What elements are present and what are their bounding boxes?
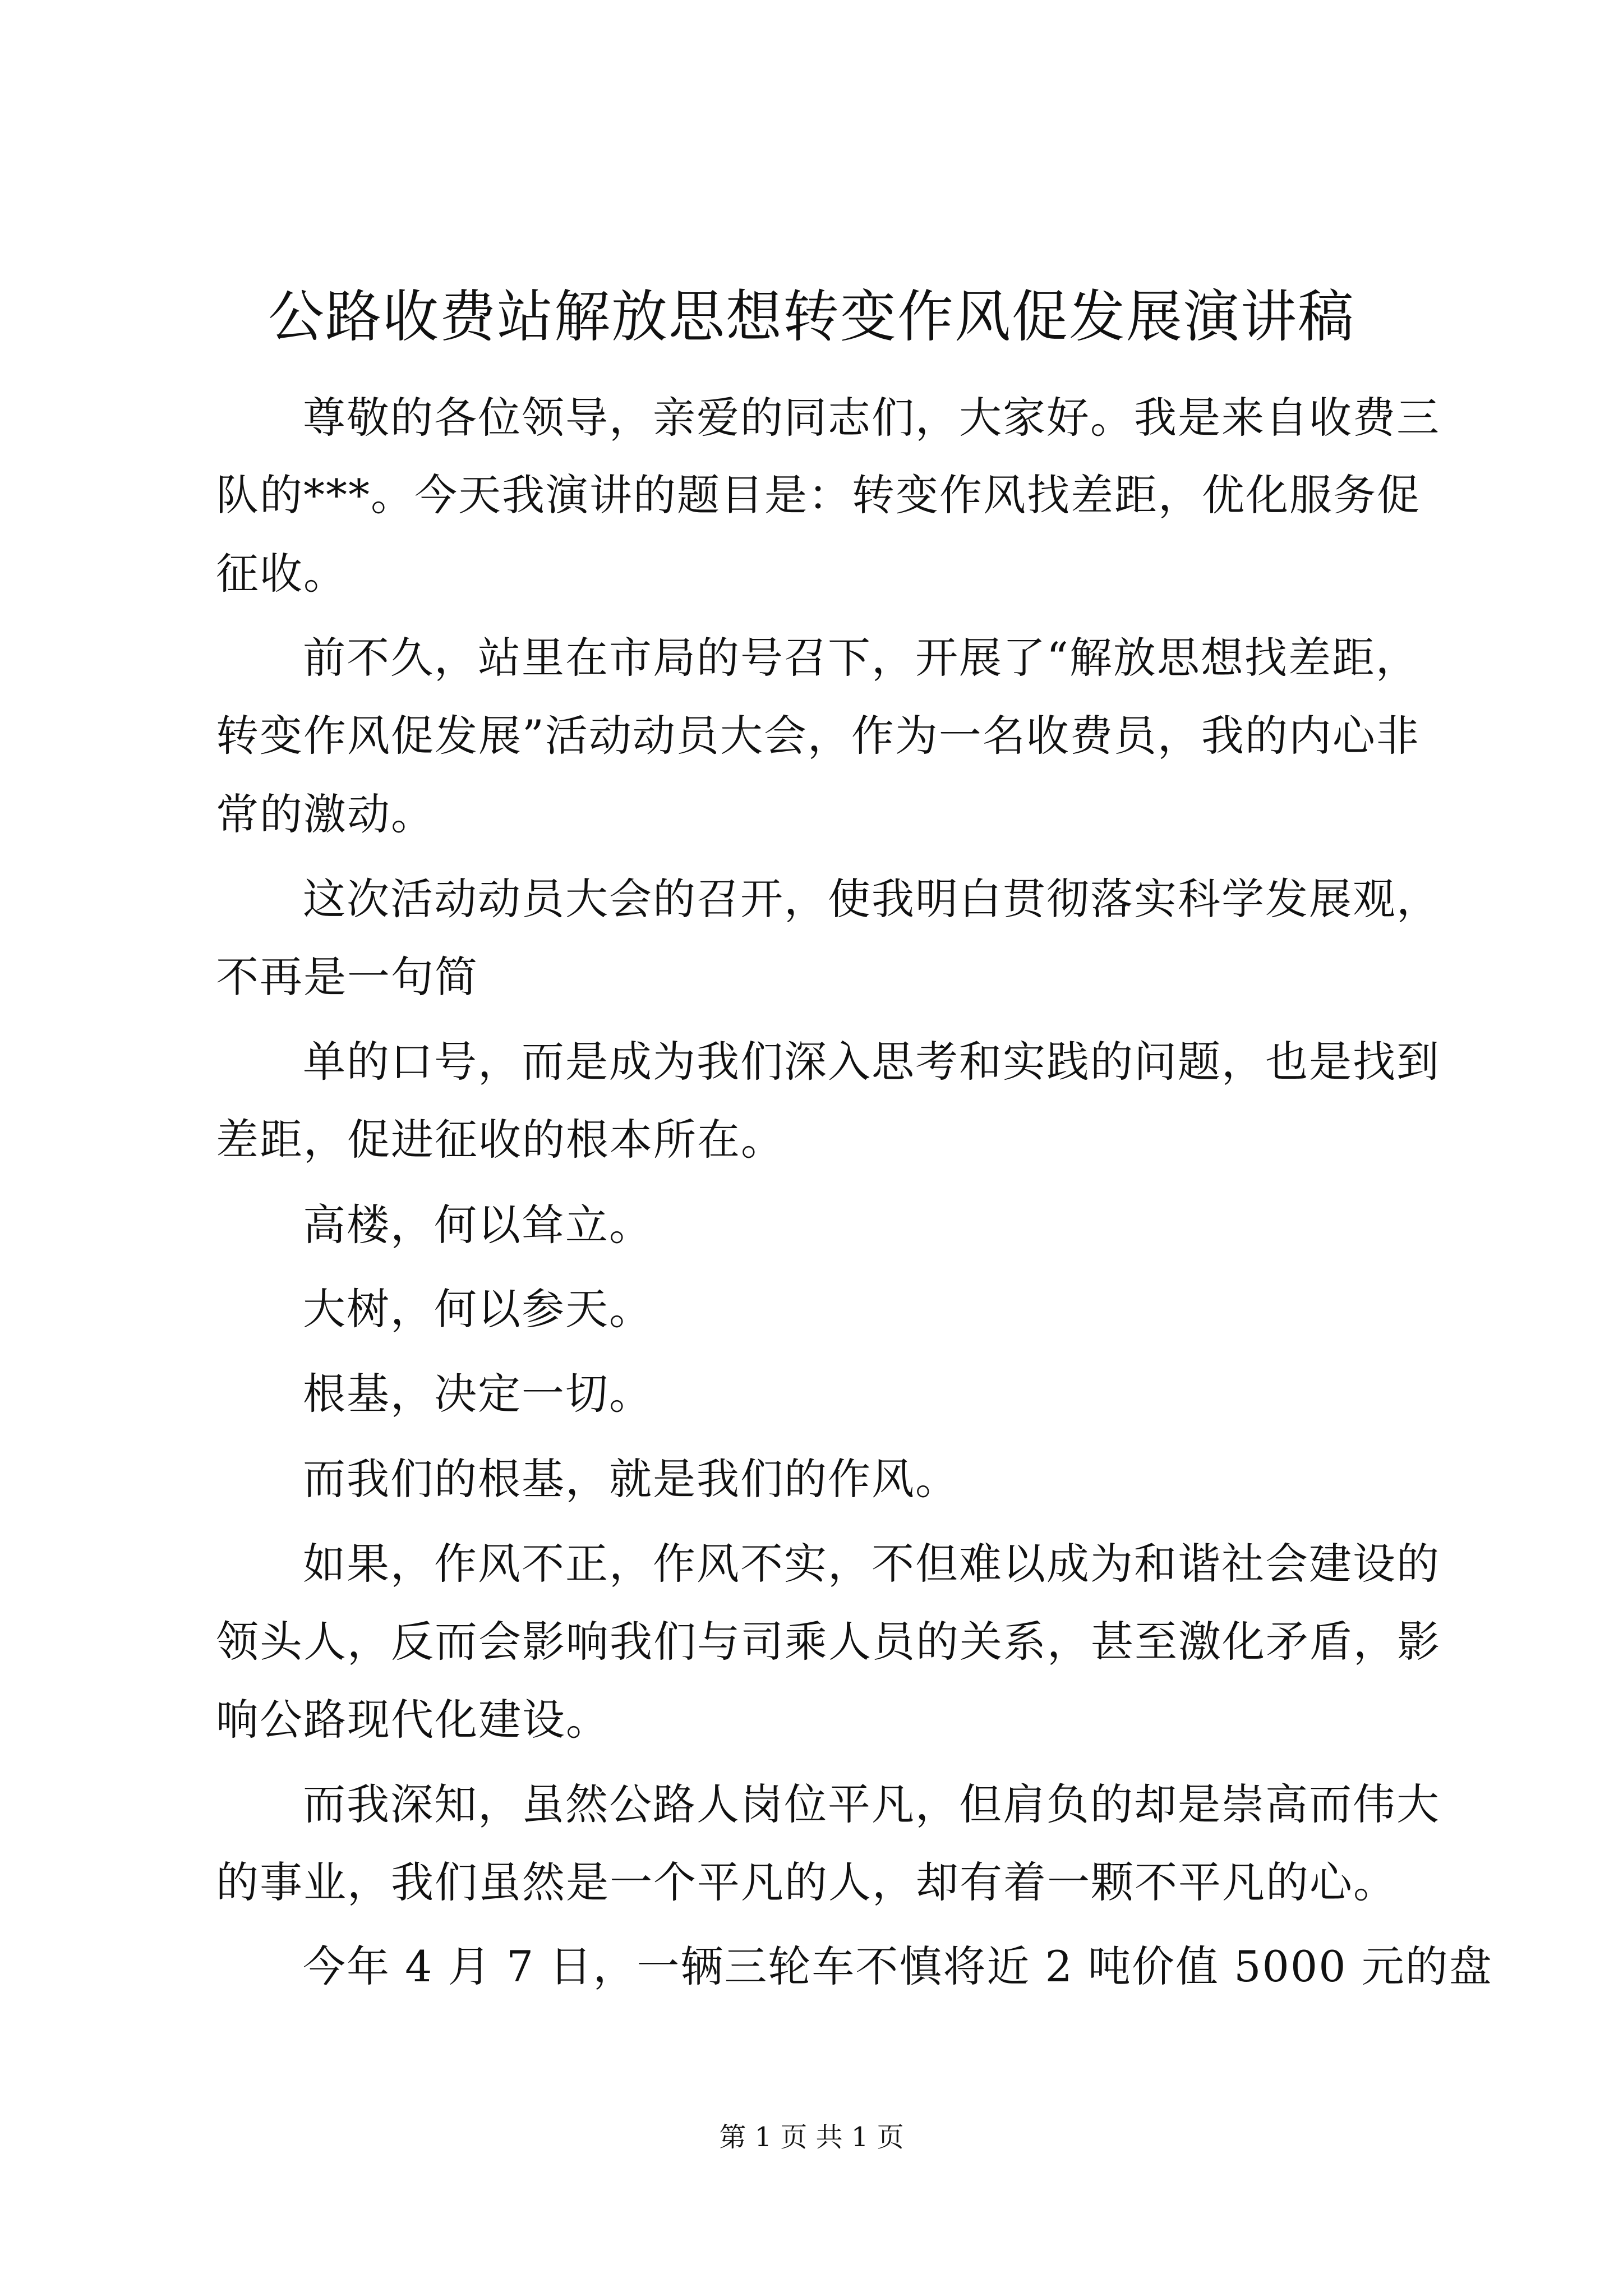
paragraph-line: 领头人，反而会影响我们与司乘人员的关系，甚至激化矛盾，影 bbox=[216, 1617, 1441, 1667]
paragraph-line: 今年 4 月 7 日，一辆三轮车不慎将近 2 吨价值 5000 元的盘 bbox=[303, 1941, 1493, 1991]
document-title: 公路收费站解放思想转变作风促发展演讲稿 bbox=[268, 284, 1355, 349]
page-footer: 第 1 页 共 1 页 bbox=[719, 2122, 904, 2153]
paragraph-line: 转变作风促发展”活动动员大会，作为一名收费员，我的内心非 bbox=[216, 711, 1420, 761]
paragraph-line: 如果，作风不正，作风不实，不但难以成为和谐社会建设的 bbox=[303, 1539, 1440, 1589]
paragraph-line: 单的口号，而是成为我们深入思考和实践的问题，也是找到 bbox=[303, 1037, 1440, 1087]
paragraph-line: 而我深知，虽然公路人岗位平凡，但肩负的却是崇高而伟大 bbox=[303, 1779, 1440, 1829]
paragraph-line: 尊敬的各位领导，亲爱的同志们，大家好。我是来自收费三 bbox=[303, 393, 1440, 443]
paragraph-line: 这次活动动员大会的召开，使我明白贯彻落实科学发展观， bbox=[303, 874, 1440, 924]
paragraph-line: 的事业，我们虽然是一个平凡的人，却有着一颗不平凡的心。 bbox=[216, 1857, 1397, 1907]
paragraph-line: 而我们的根基，就是我们的作风。 bbox=[303, 1454, 959, 1504]
paragraph-line: 大树，何以参天。 bbox=[303, 1284, 653, 1334]
paragraph-line: 征收。 bbox=[216, 549, 347, 599]
paragraph-line: 队的***。今天我演讲的题目是：转变作风找差距，优化服务促 bbox=[216, 470, 1421, 520]
paragraph-line: 根基，决定一切。 bbox=[303, 1369, 653, 1419]
paragraph-line: 高楼，何以耸立。 bbox=[303, 1200, 653, 1250]
paragraph-line: 响公路现代化建设。 bbox=[216, 1695, 610, 1745]
paragraph-line: 差距，促进征收的根本所在。 bbox=[216, 1115, 785, 1165]
paragraph-line: 常的激动。 bbox=[216, 789, 435, 839]
paragraph-line: 不再是一句简 bbox=[216, 952, 478, 1002]
paragraph-line: 前不久，站里在市局的号召下，开展了“解放思想找差距， bbox=[303, 633, 1419, 683]
